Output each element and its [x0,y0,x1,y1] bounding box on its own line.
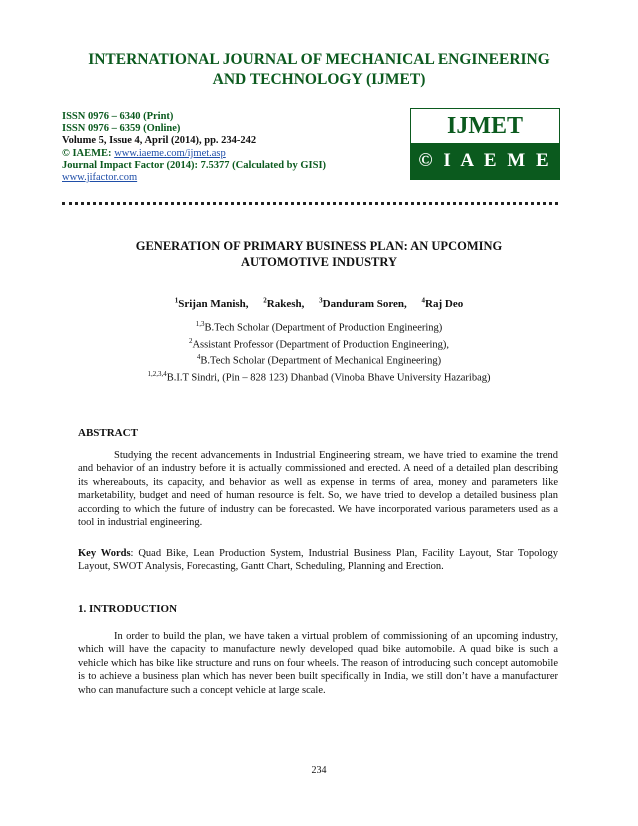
introduction-heading: 1. INTRODUCTION [78,603,178,615]
journal-title-line2: AND TECHNOLOGY (IJMET) [212,71,426,88]
volume-info: Volume 5, Issue 4, April (2014), pp. 234-242 [62,135,257,147]
issn-print: ISSN 0976 – 6340 (Print) [62,111,174,122]
logo-title: IJMET [411,109,559,143]
ijmet-logo [410,108,560,180]
author-list [60,296,578,310]
abstract-heading: ABSTRACT [78,427,138,439]
affiliation: $^{1,2,3,4}$B.I.T Sindri, (Pin – 828 123) Dhanbad (Vinoba Bhave University Hazaribag) [147,369,491,383]
abstract-text: Studying the recent advancements in Industrial Engineering stream, we have tried to examine the trend and behavior of an industry before it is actually commissioned and erected. A need of a detailed plan describing its whereabouts, its capacity, and behavior as well as expense in terms of area, money and parameters like marketability, budget and need of human resource is felt. So, we have tried to develop a detailed business plan according to which the future of industry can be forecasted. We have incorporated various parameters used as a tool in industrial engineering. [78,450,558,529]
introduction-text: In order to build the plan, we have taken a virtual problem of commissioning of an upcoming industry, which will have the capacity to manufacture newly developed quad bike automobile. A quad bike is such a vehicle which has bike like structure and runs on four wheels. The reason of introducing such concept automobile is to achieve a business plan which has never been built specifically in India, we still don’t have a manufacturer who can manufacture such a concept vehicle at large scale. [78,631,558,696]
jifactor-link[interactable]: www.jifactor.com [62,172,138,184]
paper-title-line1: GENERATION OF PRIMARY BUSINESS PLAN: AN UPCOMING [135,239,503,253]
paper-title-line2: AUTOMOTIVE INDUSTRY [241,255,397,269]
paper-title [90,238,548,270]
author: $^4$Raj Deo [421,296,464,310]
keywords [78,547,558,574]
journal-title [60,50,578,90]
page-number: 234 [311,765,327,776]
iaeme-prefix: © IAEME: [62,147,115,159]
issn-online: ISSN 0976 – 6359 (Online) [62,123,181,135]
header-divider [62,202,558,205]
logo-publisher: © I A E M E [411,143,559,179]
journal-meta [62,111,392,184]
affiliation: $^4$B.Tech Scholar (Department of Mechanical Engineering) [196,353,442,367]
keywords-text: : Quad Bike, Lean Production System, Industrial Business Plan, Facility Layout, Star Topology Layout, SWOT Analysis, Forecasting, Gantt Chart, Scheduling, Planning and Erection. [78,548,558,573]
author: $^2$Rakesh, [263,296,305,310]
author: $^1$Srijan Manish, [174,296,249,310]
impact-factor: Journal Impact Factor (2014): 7.5377 (Calculated by GISI) [62,159,327,171]
iaeme-link[interactable]: www.iaeme.com/ijmet.asp [114,147,226,159]
iaeme-line [62,148,392,160]
keywords-label: Key Words [78,548,131,559]
affiliations [60,318,578,384]
author: $^3$Danduram Soren, [319,296,407,310]
affiliation: $^2$Assistant Professor (Department of Production Engineering), [188,336,450,350]
affiliation: $^{1,3}$B.Tech Scholar (Department of Production Engineering) [195,320,443,334]
journal-title-line1: INTERNATIONAL JOURNAL OF MECHANICAL ENGINEERING [88,51,550,68]
